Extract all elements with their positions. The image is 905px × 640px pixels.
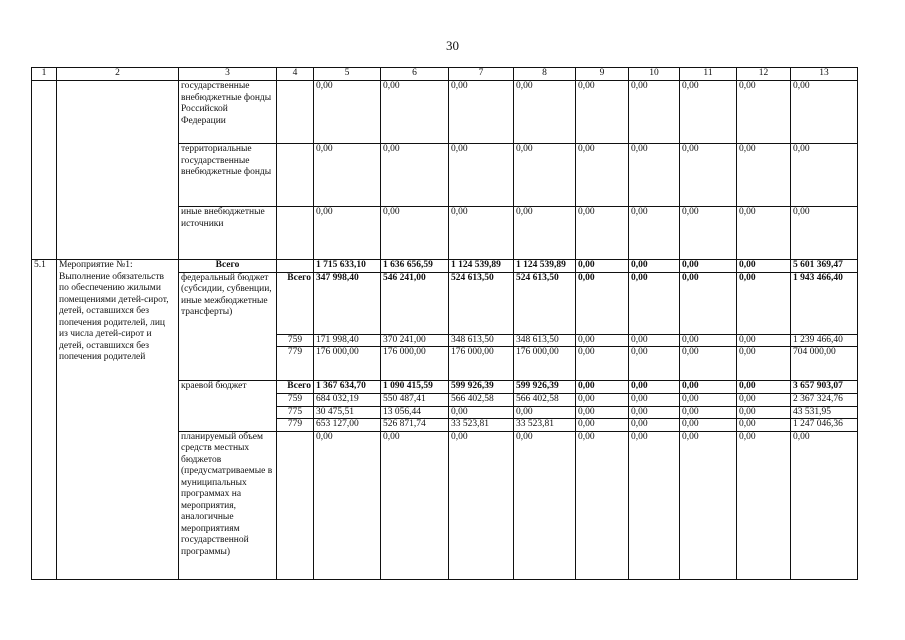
value-cell: 0,00 bbox=[737, 260, 791, 273]
value-cell: 0,00 bbox=[576, 144, 629, 207]
budget-table bbox=[31, 67, 858, 580]
value-cell: 347 998,40 bbox=[314, 272, 381, 334]
value-cell: 0,00 bbox=[576, 406, 629, 419]
value-cell: 0,00 bbox=[680, 394, 737, 407]
code-cell: 759 bbox=[277, 334, 314, 347]
value-cell: 3 657 903,07 bbox=[791, 381, 858, 394]
value-cell: 176 000,00 bbox=[314, 347, 381, 381]
funding-source: иные внебюджетные источники bbox=[179, 207, 277, 260]
value-cell: 0,00 bbox=[514, 406, 576, 419]
value-cell: 1 247 046,36 bbox=[791, 419, 858, 432]
value-cell: 0,00 bbox=[680, 406, 737, 419]
code-cell bbox=[277, 81, 314, 144]
value-cell: 0,00 bbox=[514, 81, 576, 144]
value-cell: 0,00 bbox=[629, 381, 680, 394]
value-cell: 1 367 634,70 bbox=[314, 381, 381, 394]
value-cell: 370 241,00 bbox=[381, 334, 449, 347]
header-row bbox=[32, 68, 858, 81]
funding-source: Всего bbox=[179, 260, 277, 273]
code-cell: 779 bbox=[277, 347, 314, 381]
value-cell: 0,00 bbox=[576, 419, 629, 432]
value-cell: 0,00 bbox=[381, 144, 449, 207]
value-cell: 0,00 bbox=[629, 347, 680, 381]
value-cell: 1 090 415,59 bbox=[381, 381, 449, 394]
value-cell: 0,00 bbox=[576, 272, 629, 334]
funding-source: федеральный бюджет (субсидии, субвенции, иные межбюджетные трансферты) bbox=[179, 272, 277, 381]
value-cell: 0,00 bbox=[576, 347, 629, 381]
value-cell: 0,00 bbox=[449, 81, 514, 144]
value-cell: 0,00 bbox=[576, 207, 629, 260]
value-cell: 0,00 bbox=[514, 207, 576, 260]
value-cell: 0,00 bbox=[737, 347, 791, 381]
value-cell: 0,00 bbox=[629, 431, 680, 579]
value-cell: 0,00 bbox=[629, 81, 680, 144]
value-cell: 0,00 bbox=[629, 394, 680, 407]
value-cell: 33 523,81 bbox=[514, 419, 576, 432]
value-cell: 0,00 bbox=[680, 260, 737, 273]
code-cell: Всего bbox=[277, 381, 314, 394]
code-cell bbox=[277, 260, 314, 273]
header-cell: 2 bbox=[57, 68, 179, 81]
value-cell: 0,00 bbox=[314, 81, 381, 144]
value-cell: 0,00 bbox=[629, 334, 680, 347]
value-cell: 1 124 539,89 bbox=[514, 260, 576, 273]
funding-source: территориальные государственные внебюджетные фонды bbox=[179, 144, 277, 207]
value-cell: 550 487,41 bbox=[381, 394, 449, 407]
value-cell: 0,00 bbox=[381, 81, 449, 144]
header-cell: 11 bbox=[680, 68, 737, 81]
header-cell: 3 bbox=[179, 68, 277, 81]
value-cell: 0,00 bbox=[791, 431, 858, 579]
value-cell: 0,00 bbox=[737, 272, 791, 334]
value-cell: 0,00 bbox=[449, 207, 514, 260]
empty-cell bbox=[32, 81, 57, 260]
value-cell: 0,00 bbox=[576, 81, 629, 144]
value-cell: 1 715 633,10 bbox=[314, 260, 381, 273]
value-cell: 0,00 bbox=[514, 144, 576, 207]
value-cell: 0,00 bbox=[791, 81, 858, 144]
value-cell: 171 998,40 bbox=[314, 334, 381, 347]
value-cell: 176 000,00 bbox=[381, 347, 449, 381]
value-cell: 348 613,50 bbox=[449, 334, 514, 347]
code-cell bbox=[277, 207, 314, 260]
value-cell: 566 402,58 bbox=[514, 394, 576, 407]
value-cell: 0,00 bbox=[629, 272, 680, 334]
value-cell: 5 601 369,47 bbox=[791, 260, 858, 273]
value-cell: 526 871,74 bbox=[381, 419, 449, 432]
table-row bbox=[32, 81, 858, 144]
code-cell bbox=[277, 144, 314, 207]
header-cell: 4 bbox=[277, 68, 314, 81]
value-cell: 0,00 bbox=[449, 406, 514, 419]
value-cell: 43 531,95 bbox=[791, 406, 858, 419]
funding-source: планируемый объем средств местных бюджетов (предусматриваемые в муниципальных программах на мероприятия, аналогичные мероприятиям государственной программы) bbox=[179, 431, 277, 579]
value-cell: 0,00 bbox=[314, 431, 381, 579]
value-cell: 0,00 bbox=[629, 419, 680, 432]
value-cell: 566 402,58 bbox=[449, 394, 514, 407]
value-cell: 176 000,00 bbox=[449, 347, 514, 381]
value-cell: 704 000,00 bbox=[791, 347, 858, 381]
value-cell: 524 613,50 bbox=[514, 272, 576, 334]
header-cell: 1 bbox=[32, 68, 57, 81]
code-cell bbox=[277, 431, 314, 579]
funding-source: государственные внебюджетные фонды Российской Федерации bbox=[179, 81, 277, 144]
code-cell: 779 bbox=[277, 419, 314, 432]
value-cell: 0,00 bbox=[449, 431, 514, 579]
value-cell: 546 241,00 bbox=[381, 272, 449, 334]
value-cell: 1 124 539,89 bbox=[449, 260, 514, 273]
value-cell: 0,00 bbox=[629, 207, 680, 260]
value-cell: 1 943 466,40 bbox=[791, 272, 858, 334]
header-cell: 6 bbox=[381, 68, 449, 81]
value-cell: 30 475,51 bbox=[314, 406, 381, 419]
header-cell: 5 bbox=[314, 68, 381, 81]
page-number: 30 bbox=[446, 38, 459, 53]
value-cell: 0,00 bbox=[381, 207, 449, 260]
value-cell: 0,00 bbox=[576, 381, 629, 394]
empty-cell bbox=[57, 81, 179, 260]
value-cell: 0,00 bbox=[629, 406, 680, 419]
value-cell: 0,00 bbox=[576, 394, 629, 407]
value-cell: 0,00 bbox=[737, 394, 791, 407]
value-cell: 0,00 bbox=[791, 207, 858, 260]
value-cell: 0,00 bbox=[576, 260, 629, 273]
value-cell: 0,00 bbox=[737, 431, 791, 579]
value-cell: 0,00 bbox=[737, 81, 791, 144]
header-cell: 9 bbox=[576, 68, 629, 81]
value-cell: 524 613,50 bbox=[449, 272, 514, 334]
value-cell: 0,00 bbox=[737, 334, 791, 347]
value-cell: 0,00 bbox=[314, 207, 381, 260]
code-cell: 759 bbox=[277, 394, 314, 407]
value-cell: 0,00 bbox=[680, 272, 737, 334]
value-cell: 0,00 bbox=[314, 144, 381, 207]
value-cell: 0,00 bbox=[680, 334, 737, 347]
value-cell: 0,00 bbox=[737, 144, 791, 207]
code-cell: 775 bbox=[277, 406, 314, 419]
value-cell: 599 926,39 bbox=[449, 381, 514, 394]
funding-source: краевой бюджет bbox=[179, 381, 277, 432]
value-cell: 33 523,81 bbox=[449, 419, 514, 432]
item-number: 5.1 bbox=[32, 260, 57, 580]
header-cell: 7 bbox=[449, 68, 514, 81]
value-cell: 684 032,19 bbox=[314, 394, 381, 407]
table-row bbox=[32, 260, 858, 273]
value-cell: 0,00 bbox=[791, 144, 858, 207]
value-cell: 0,00 bbox=[680, 431, 737, 579]
value-cell: 0,00 bbox=[680, 144, 737, 207]
value-cell: 0,00 bbox=[629, 260, 680, 273]
value-cell: 1 636 656,59 bbox=[381, 260, 449, 273]
value-cell: 0,00 bbox=[680, 347, 737, 381]
value-cell: 0,00 bbox=[737, 381, 791, 394]
value-cell: 176 000,00 bbox=[514, 347, 576, 381]
value-cell: 0,00 bbox=[680, 81, 737, 144]
value-cell: 0,00 bbox=[381, 431, 449, 579]
value-cell: 348 613,50 bbox=[514, 334, 576, 347]
value-cell: 0,00 bbox=[680, 381, 737, 394]
header-cell: 13 bbox=[791, 68, 858, 81]
value-cell: 0,00 bbox=[680, 419, 737, 432]
value-cell: 0,00 bbox=[737, 207, 791, 260]
value-cell: 0,00 bbox=[449, 144, 514, 207]
value-cell: 2 367 324,76 bbox=[791, 394, 858, 407]
value-cell: 13 056,44 bbox=[381, 406, 449, 419]
value-cell: 0,00 bbox=[737, 419, 791, 432]
value-cell: 0,00 bbox=[737, 406, 791, 419]
header-cell: 12 bbox=[737, 68, 791, 81]
value-cell: 653 127,00 bbox=[314, 419, 381, 432]
value-cell: 1 239 466,40 bbox=[791, 334, 858, 347]
value-cell: 0,00 bbox=[680, 207, 737, 260]
measure-name: Мероприятие №1: Выполнение обязательств по обеспечению жилыми помещениями детей-сирот, детей, оставшихся без попечения родителей, лиц из числа детей-сирот и детей, оставшихся без попечения родителей bbox=[57, 260, 179, 580]
value-cell: 0,00 bbox=[576, 431, 629, 579]
header-cell: 10 bbox=[629, 68, 680, 81]
header-cell: 8 bbox=[514, 68, 576, 81]
value-cell: 0,00 bbox=[629, 144, 680, 207]
code-cell: Всего bbox=[277, 272, 314, 334]
value-cell: 599 926,39 bbox=[514, 381, 576, 394]
value-cell: 0,00 bbox=[576, 334, 629, 347]
value-cell: 0,00 bbox=[514, 431, 576, 579]
